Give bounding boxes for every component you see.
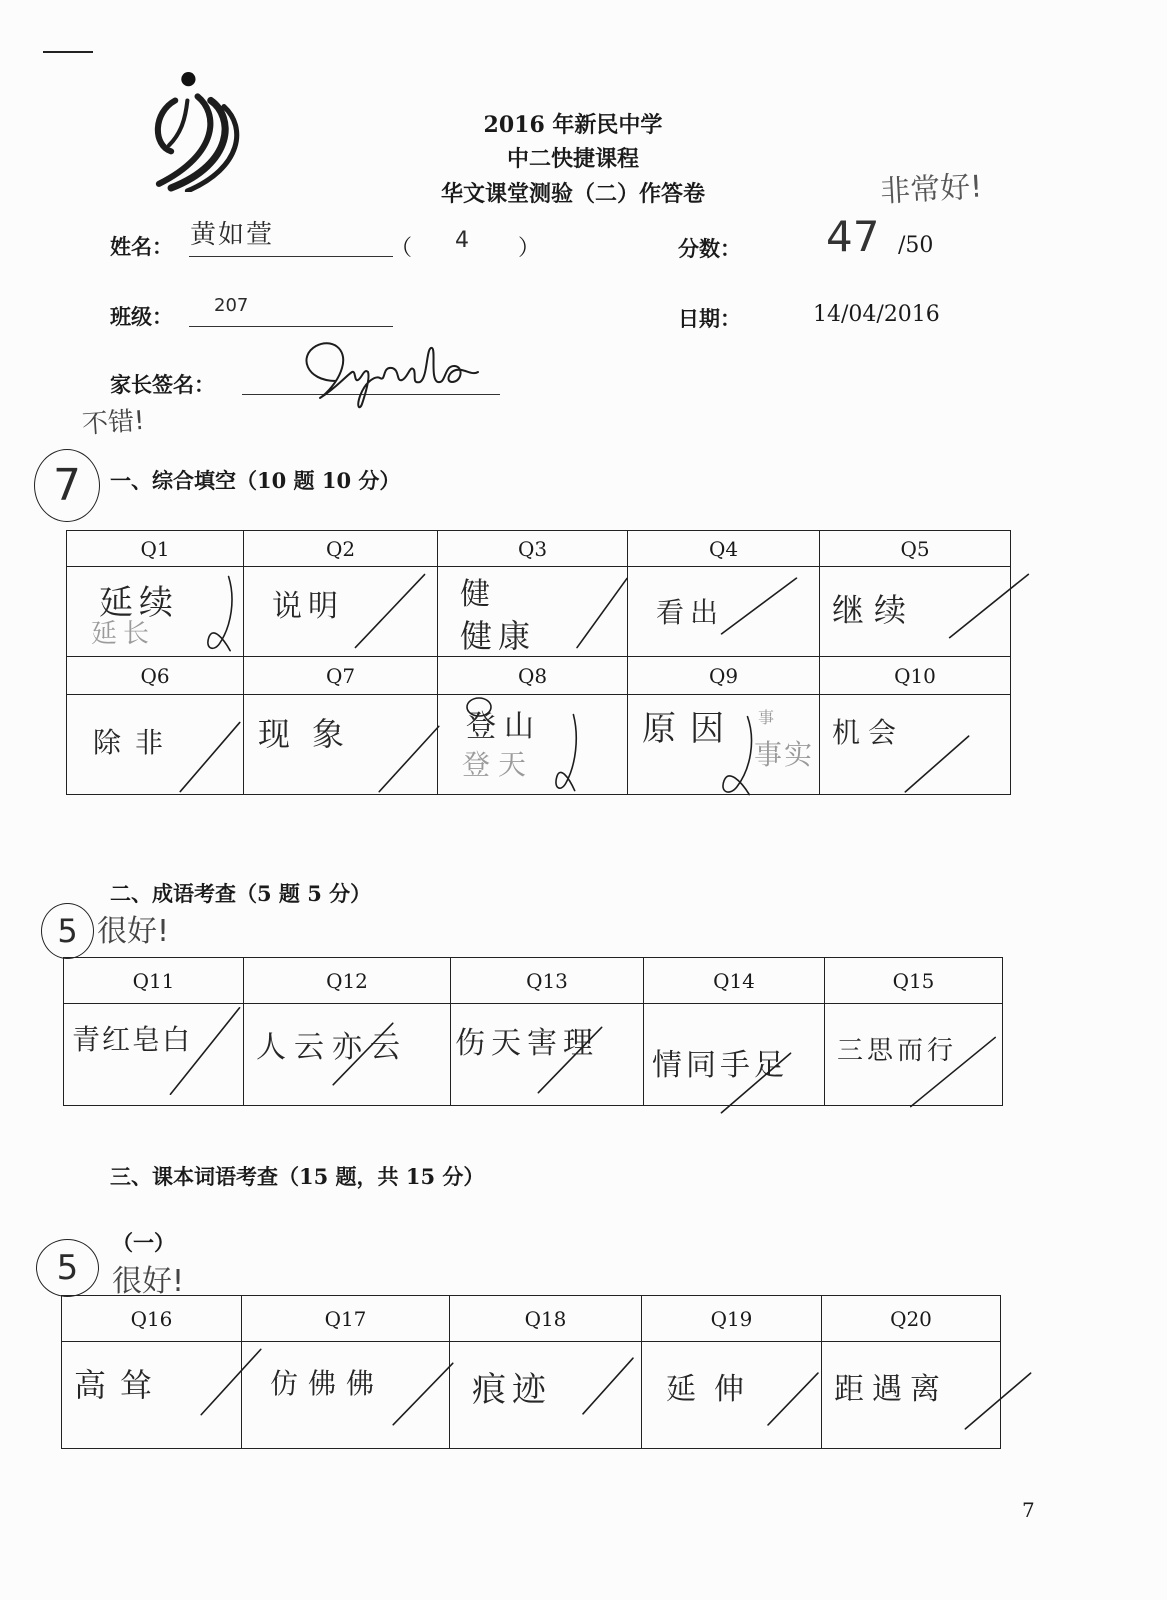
answer-text: 伤天害理 [455, 1026, 599, 1061]
answer-cell [820, 567, 1011, 657]
marking-icon [909, 1036, 997, 1108]
answer-text: 登山 [466, 709, 542, 744]
class-underline [189, 326, 393, 327]
question-label: Q9 [628, 657, 820, 695]
correction-text: 事实 [754, 738, 815, 771]
marking-icon [582, 1357, 634, 1415]
marking-icon [537, 1026, 603, 1094]
school-logo-icon [140, 70, 248, 192]
question-label: Q8 [438, 657, 628, 695]
section-remark: 很好! [112, 1264, 185, 1299]
answer-text: 继续 [832, 591, 917, 629]
teacher-remark-top: 非常好! [879, 169, 984, 210]
marking-icon [767, 1372, 819, 1426]
course-line: 中二快捷课程 [506, 146, 639, 172]
question-label: Q5 [820, 531, 1011, 567]
marking-icon [332, 1022, 394, 1086]
name-underline [189, 256, 393, 257]
fill-in-answer-table [66, 530, 1011, 795]
answer-cell [67, 695, 244, 795]
answer-cell [628, 695, 820, 795]
answer-text: 机会 [832, 716, 905, 749]
answer-text: 距遇离 [834, 1372, 948, 1407]
answer-cell [825, 1004, 1003, 1106]
answer-cell [244, 695, 438, 795]
answer-cell [822, 1342, 1001, 1449]
marking-icon [904, 735, 970, 793]
question-label: Q1 [67, 531, 244, 567]
section-score-circle: 5 [41, 903, 94, 959]
answer-text: 现象 [258, 715, 367, 753]
parent-signature [296, 336, 482, 411]
marking-icon [720, 577, 798, 635]
answer-text: 痕迹 [472, 1370, 552, 1410]
first-attempt-text: 健 [460, 577, 496, 612]
question-label: Q20 [822, 1296, 1001, 1342]
score-total: /50 [898, 233, 934, 258]
question-label: Q10 [820, 657, 1011, 695]
student-name: 黄如萱 [190, 220, 275, 250]
marking-icon [948, 573, 1030, 639]
answer-cell [242, 1342, 450, 1449]
question-label: Q7 [244, 657, 438, 695]
marking-icon [720, 1052, 792, 1114]
parent-signature-label: 家长签名： [110, 372, 215, 397]
school-line: 2016 年新民中学 [483, 112, 663, 138]
answer-text: 人云亦云 [256, 1030, 408, 1065]
answer-cell [820, 695, 1011, 795]
vocabulary-answer-table [61, 1295, 1001, 1449]
index-close-paren: ） [518, 236, 541, 261]
answer-cell [644, 1004, 825, 1106]
answer-cell [64, 1004, 244, 1106]
correction-note: 事 [758, 708, 781, 727]
answer-cell [451, 1004, 644, 1106]
answer-text: 延续 [99, 583, 179, 623]
answer-cell [244, 567, 438, 657]
section-title: 二、成语考查（5 题 5 分） [110, 881, 372, 906]
answer-text: 仿佛佛 [270, 1367, 385, 1400]
answer-text: 除非 [93, 726, 178, 759]
section-title: 一、综合填空（10 题 10 分） [110, 468, 401, 493]
answer-text: 情同手足 [652, 1048, 788, 1083]
answer-cell [438, 567, 628, 657]
answer-text: 三思而行 [837, 1036, 958, 1066]
answer-text: 说明 [272, 589, 344, 624]
answer-cell [67, 567, 244, 657]
section-title: 三、课本词语考查（15 题，共 15 分） [110, 1164, 485, 1189]
correction-text: 登天 [462, 748, 535, 781]
answer-text: 青红皂白 [72, 1023, 193, 1056]
section-score-circle: 5 [36, 1239, 99, 1297]
idiom-answer-table [63, 957, 1003, 1106]
name-label: 姓名： [110, 234, 173, 259]
teacher-remark-name: 不错! [81, 405, 146, 441]
answer-text: 健康 [460, 617, 537, 655]
corner-line [43, 51, 93, 53]
marking-icon [202, 575, 240, 653]
marking-icon [551, 713, 583, 793]
score-label: 分数： [678, 236, 741, 261]
marking-icon [378, 725, 440, 793]
total-score: 47 [826, 212, 880, 261]
answer-text: 原因 [642, 709, 738, 749]
question-label: Q2 [244, 531, 438, 567]
question-label: Q4 [628, 531, 820, 567]
question-label: Q6 [67, 657, 244, 695]
section-remark: 很好! [97, 914, 170, 949]
index-open-paren: （ [390, 236, 413, 261]
question-label: Q18 [450, 1296, 642, 1342]
date-value: 14/04/2016 [813, 302, 940, 327]
index-number: 4 [455, 228, 469, 253]
paper-title: 华文课堂测验（二）作答卷 [440, 181, 705, 207]
question-label: Q15 [825, 958, 1003, 1004]
answer-text: 看出 [656, 596, 725, 629]
answer-text: 高耸 [74, 1366, 167, 1404]
answer-cell [438, 695, 628, 795]
marking-icon [392, 1362, 454, 1426]
answer-cell [642, 1342, 822, 1449]
answer-cell [244, 1004, 451, 1106]
section-score-circle: 7 [34, 449, 100, 522]
page-number: 7 [1022, 1498, 1035, 1522]
date-label: 日期： [678, 306, 741, 331]
marking-icon [964, 1372, 1032, 1430]
answer-cell [62, 1342, 242, 1449]
answer-text: 延伸 [666, 1372, 762, 1407]
class-label: 班级： [110, 304, 173, 329]
question-label: Q16 [62, 1296, 242, 1342]
question-label: Q11 [64, 958, 244, 1004]
marking-icon [179, 721, 241, 793]
section-subtitle: （一） [112, 1230, 175, 1255]
question-label: Q14 [644, 958, 825, 1004]
question-label: Q13 [451, 958, 644, 1004]
correction-text: 延长 [91, 619, 156, 649]
question-label: Q3 [438, 531, 628, 567]
marking-icon [354, 573, 426, 649]
question-label: Q12 [244, 958, 451, 1004]
question-label: Q19 [642, 1296, 822, 1342]
marking-icon [169, 1006, 241, 1096]
answer-cell [628, 567, 820, 657]
answer-cell [450, 1342, 642, 1449]
class-value: 207 [214, 295, 249, 316]
question-label: Q17 [242, 1296, 450, 1342]
marking-icon [576, 577, 628, 649]
marking-icon [716, 715, 761, 797]
